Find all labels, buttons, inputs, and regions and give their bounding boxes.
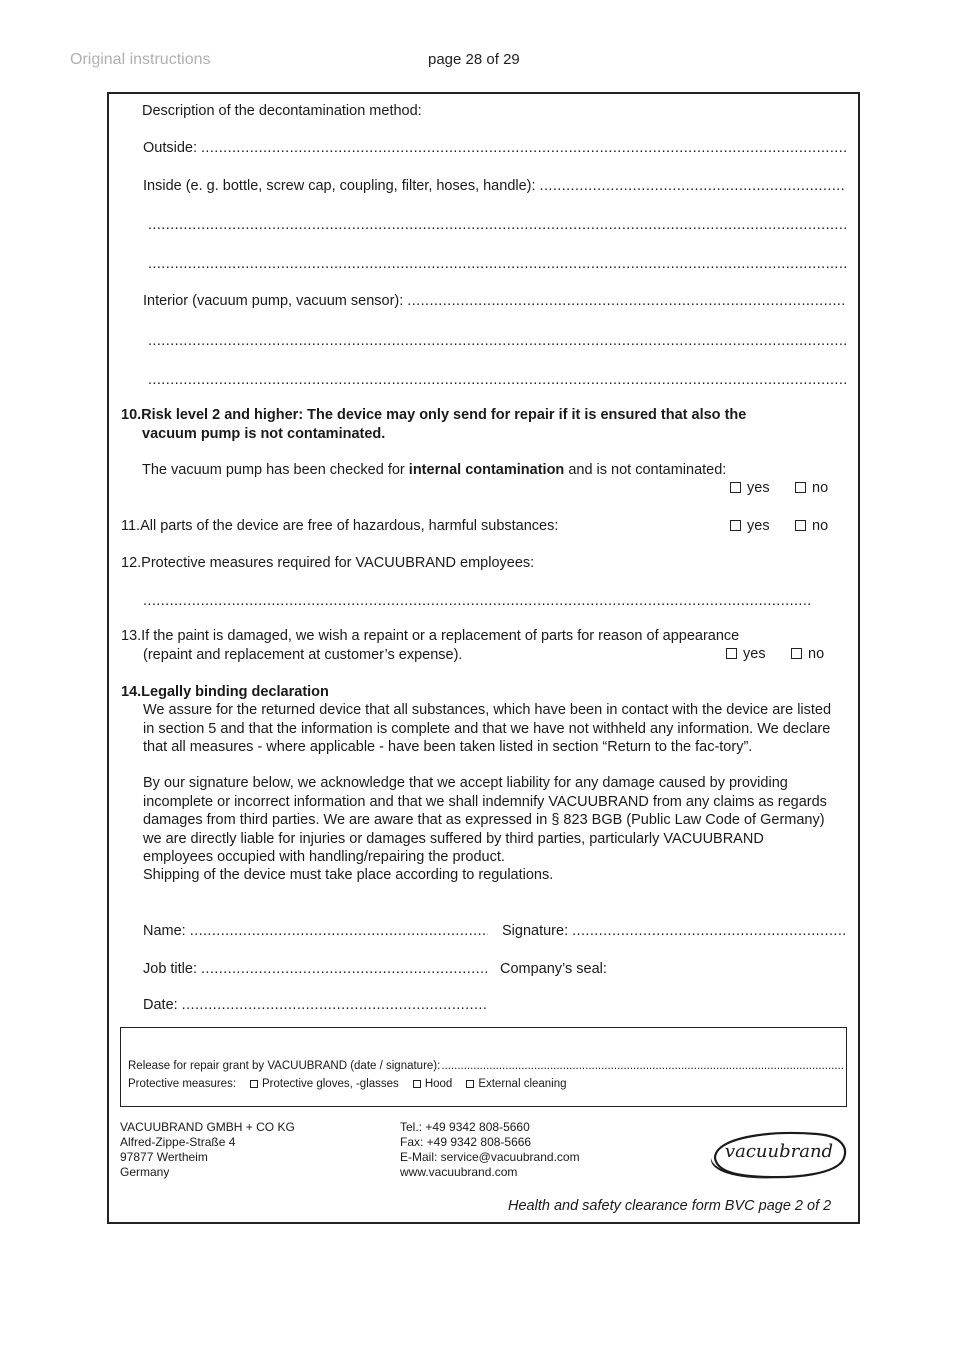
outside-dotted-line[interactable] (201, 139, 846, 157)
company-contact (400, 1120, 580, 1180)
checkbox-square-icon[interactable] (795, 520, 806, 531)
checkbox-square-icon[interactable] (791, 648, 802, 659)
checkbox-square-icon[interactable] (466, 1080, 474, 1088)
inside-dotted-line[interactable] (540, 177, 846, 195)
interior-field[interactable] (143, 292, 846, 310)
section-11-label: All parts of the device are free of hazardous, harmful substances: (140, 518, 559, 534)
interior-dotted-line-2[interactable] (148, 332, 846, 350)
section-13-line2: (repaint and replacement at customer’s expense). (143, 647, 463, 663)
section-11-number: 11. (121, 518, 141, 534)
section-13-text-line1: If the paint is damaged, we wish a repaint or a replacement of parts for reason of appearance (141, 628, 740, 644)
company-country: Germany (120, 1165, 170, 1179)
section-14-title: Legally binding declaration (141, 684, 329, 700)
section-11-text (121, 517, 558, 535)
job-title-label: Job title: (143, 961, 197, 977)
checkbox-square-icon[interactable] (730, 482, 741, 493)
release-option-gloves-label: Protective gloves, -glasses (262, 1078, 399, 1090)
section-11-yes-label: yes (747, 518, 770, 534)
section-10-text-bold: internal contamination (408, 462, 565, 478)
company-tel: Tel.: +49 9342 808-5660 (400, 1120, 530, 1134)
section-12-dotted-line[interactable] (143, 592, 811, 610)
section-10-no-checkbox[interactable] (795, 480, 828, 496)
section-14-paragraph-2: By our signature below, we acknowledge that we accept liability for any damage caused by providing incomplete or incorrect information and that we shall indemnify VACUUBRAND from any claims as regards damages from third parties. We are aware that as expressed in § 823 BGB (Public Law Code of Germany) we are directly liable for injuries or damages suffered by third parties, particularly VACUUBRAND employees occupied with handling/repairing the product. (143, 775, 827, 865)
release-label: Release for repair grant by VACUUBRAND (date / signature): (128, 1060, 441, 1072)
section-12-number: 12. (121, 555, 142, 571)
section-10-title-line2: vacuum pump is not contaminated. (142, 426, 386, 442)
section-10-title-line1: Risk level 2 and higher: The device may only send for repair if it is ensured that also the (141, 407, 747, 423)
header-original-instructions: Original instructions (70, 51, 211, 68)
vacuubrand-logo (707, 1128, 847, 1180)
company-seal-label: Company’s seal: (500, 961, 607, 977)
inside-label: Inside (e. g. bottle, screw cap, coupling, filter, hoses, handle): (143, 178, 536, 194)
checkbox-square-icon[interactable] (413, 1080, 421, 1088)
interior-dotted-line-3[interactable] (148, 371, 846, 389)
release-field[interactable] (128, 1059, 844, 1073)
section-12-text (121, 554, 534, 572)
checkbox-square-icon[interactable] (795, 482, 806, 493)
section-13-no-label: no (808, 646, 825, 662)
checkbox-square-icon[interactable] (730, 520, 741, 531)
release-option-hood-label: Hood (424, 1078, 453, 1090)
date-dotted-line[interactable] (182, 996, 488, 1014)
section-14-paragraph-1: We assure for the returned device that all substances, which have been in contact with the device are listed in section 5 and that the information is complete and that we have not withheld any information. We declare that all measures - where applicable - have been taken listed in section “Return to the fac-tory”. (143, 702, 832, 755)
signature-dotted-line[interactable] (572, 922, 846, 940)
company-web: www.vacuubrand.com (400, 1165, 518, 1179)
release-dotted-line[interactable] (441, 1059, 844, 1073)
inside-dotted-line-2[interactable] (148, 216, 846, 234)
section-10-yes-checkbox[interactable] (730, 480, 770, 496)
release-option-external-cleaning-label: External cleaning (478, 1078, 567, 1090)
section-13-line1 (121, 627, 739, 645)
section-10-yes-label: yes (747, 480, 770, 496)
section-13-no-checkbox[interactable] (791, 646, 824, 662)
section-14-paragraph-3: Shipping of the device must take place according to regulations. (143, 867, 554, 883)
section-13-yes-checkbox[interactable] (726, 646, 766, 662)
date-label: Date: (143, 997, 178, 1013)
company-fax: Fax: +49 9342 808-5666 (400, 1135, 532, 1149)
section-14-heading (121, 683, 329, 701)
date-field[interactable] (143, 996, 488, 1014)
header-page-number: page 28 of 29 (428, 51, 520, 68)
release-option-gloves[interactable] (250, 1077, 399, 1091)
company-city: 97877 Wertheim (120, 1150, 208, 1164)
signature-label: Signature: (502, 923, 569, 939)
section-11-no-label: no (812, 518, 829, 534)
release-option-hood[interactable] (413, 1077, 453, 1091)
section-14-number: 14. (121, 684, 142, 700)
form-caption: Health and safety clearance form BVC page 2 of 2 (508, 1198, 832, 1214)
inside-dotted-line-3[interactable] (148, 255, 846, 273)
checkbox-square-icon[interactable] (726, 648, 737, 659)
section-10-number: 10. (121, 407, 142, 423)
name-label: Name: (143, 923, 186, 939)
outside-label: Outside: (143, 140, 197, 156)
section-11-no-checkbox[interactable] (795, 518, 828, 534)
company-street: Alfred-Zippe-Straße 4 (120, 1135, 236, 1149)
section-10-no-label: no (812, 480, 829, 496)
decon-title: Description of the decontamination method: (142, 103, 422, 119)
company-address (120, 1120, 295, 1180)
section-13-number: 13. (121, 628, 142, 644)
section-10-text-post: and is not contaminated: (564, 462, 727, 478)
release-option-external-cleaning[interactable] (466, 1077, 566, 1091)
company-email: E-Mail: service@vacuubrand.com (400, 1150, 580, 1164)
name-field[interactable] (143, 922, 488, 940)
job-title-dotted-line[interactable] (201, 960, 488, 978)
job-title-field[interactable] (143, 960, 488, 978)
inside-field[interactable] (143, 177, 846, 195)
release-measures-label: Protective measures: (128, 1078, 237, 1090)
section-10-heading-line2 (142, 425, 385, 443)
section-10-heading (121, 406, 746, 424)
interior-dotted-line[interactable] (407, 292, 846, 310)
section-11-yes-checkbox[interactable] (730, 518, 770, 534)
logo-text: vacuubrand (724, 1141, 834, 1162)
interior-label: Interior (vacuum pump, vacuum sensor): (143, 293, 404, 309)
name-dotted-line[interactable] (190, 922, 488, 940)
signature-field[interactable] (502, 922, 846, 940)
section-13-yes-label: yes (743, 646, 766, 662)
section-10-text-pre: The vacuum pump has been checked for (142, 462, 409, 478)
section-10-text (142, 461, 726, 479)
release-measures-row (128, 1077, 567, 1091)
checkbox-square-icon[interactable] (250, 1080, 258, 1088)
outside-field[interactable] (143, 139, 846, 157)
company-name: VACUUBRAND GMBH + CO KG (120, 1120, 295, 1134)
section-12-label: Protective measures required for VACUUBRAND employees: (141, 555, 535, 571)
